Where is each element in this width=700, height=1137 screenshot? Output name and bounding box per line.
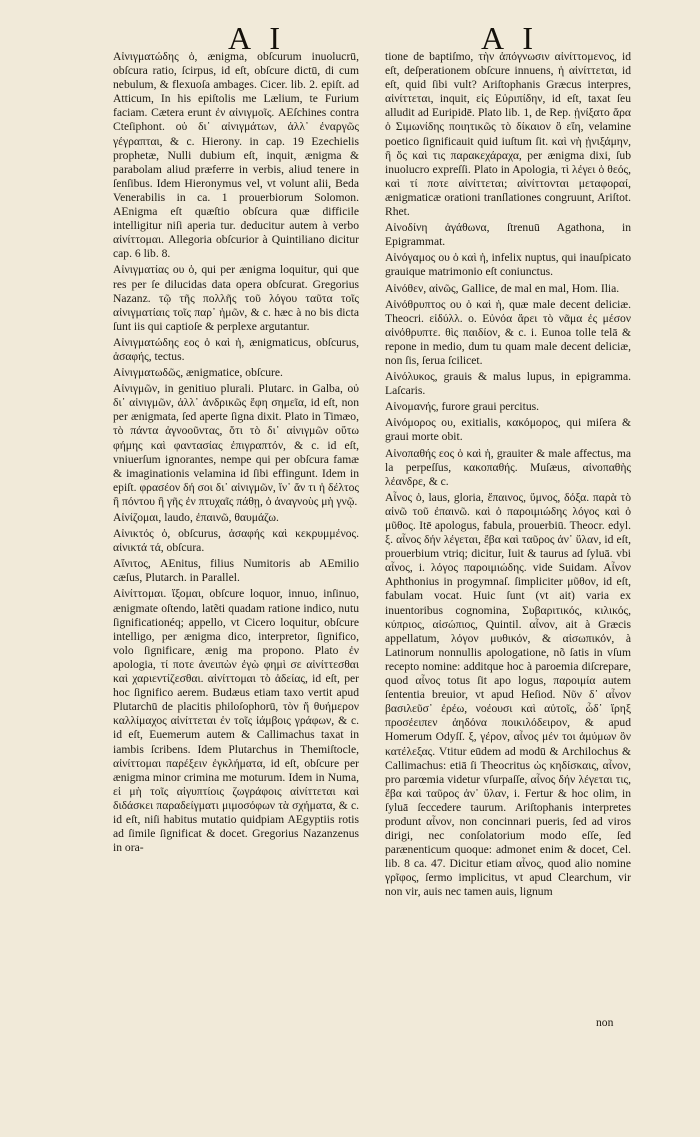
entry: Αἰνιγματωδῶς, ænigmatice, obſcure.: [113, 366, 283, 380]
entry: Αἰνιγματώδης εος ὁ καὶ ἡ, ænigmaticus, obſcurus, ἀσαφής, tectus.: [113, 335, 359, 363]
entry: Αἰνομανής, furore graui percitus.: [385, 400, 540, 414]
entry: Αἰνιγματώδης ὁ, ænigma, obſcurum inuolucrū, obſcura ratio, ſcirpus, id eſt, obſcure dictū, di cum nebulum, & flexuoſa ambages. Cicer. lib. 2. epiſt. ad Atticum, In his epiſtolis me Lælium, te Furium faciam. Cætera erunt ἐν αἰνιγμοῖς. AEſchines contra Cteſiphont. οὐ δι᾽ αἰνιγμάτων, ἀλλ᾽ ἐναργῶς γέγραπται, & c. Hierony. in cap. 19 Ezechielis prophetæ, Nulli dubium eſt, inquit, ænigma & parabolam aliud præferre in verbis, aliud tenere in ſenſibus. Idem Hieronymus vel, vt volunt alii, Beda Venerabilis in ca. 1 prouerbiorum Solomon. AEnigma eſt quæſtio obſcura quæ difficile intelligitur niſi aperia tur. deducitur autem à verbo αἰνίττομαι. Allegoria obſcurior à Quintiliano dicitur cap. 6 lib. 8.: [113, 50, 359, 261]
entry: Αἰνόθεν, αἰνῶς, Gallice, de mal en mal, Hom. Ilia.: [385, 281, 620, 295]
entry: Αἰνόμορος ου, exitialis, κακόμορος, qui miſera & graui morte obit.: [385, 416, 631, 444]
entry: Αἰνικτός ὁ, obſcurus, ἀσαφής καὶ κεκρυμμένος. αἰνικτά τά, obſcura.: [113, 527, 359, 555]
entry: Αἰνίζομαι, laudo, ἐπαινῶ, θαυμάζω.: [113, 511, 279, 524]
catchword: non: [596, 1016, 614, 1029]
running-head-right: A I: [481, 20, 539, 56]
entry: Αἰνόγαμος ου ὁ καὶ ἡ, infelix nuptus, qui inauſpicato grauique matrimonio eſt coniunctus.: [385, 251, 631, 279]
entry: Αἰνόθρυπτος ου ὁ καὶ ἡ, quæ male decent deliciæ. Theocri. εἰδύλλ. ο. Εὐνόα ἄρει τὸ νᾶμα ἐς μέσον αἰνόθρυπτε. θὶς παιδίον, & c. i. Eunoa tolle telā & repone in medio, dum tu quam male decent deliciæ, non ſis, ſerua ſcilicet.: [385, 297, 631, 367]
entry: Αἰνοπαθής εος ὁ καὶ ἡ, grauiter & male affectus, ma la perpeſſus, κακοπαθής. Muſæus, αἰνοπαθὴς λέανδρε, & c.: [385, 446, 631, 488]
entry: Αἰνόλυκος, grauis & malus lupus, in epigramma. Laſcaris.: [385, 370, 631, 398]
left-column: [113, 50, 359, 857]
right-column: [385, 50, 631, 902]
entry: Αἰνοδίνη ἀγάθωνα, ſtrenuū Agathona, in Epigrammat.: [385, 221, 631, 249]
entry: Αἰνιγματίας ου ὁ, qui per ænigma loquitur, qui que res per ſe dilucidas data opera obſcurat. Gregorius Nazanz. τῷ τῆς πολλῆς τοῦ λόγου ταῦτα τοῖς αἰνιγματίαις τοῖς παρ᾽ ἡμῶν, & c. hæc à no bis dicta ſunt iis qui captioſe & perplexe argutantur.: [113, 263, 359, 333]
entry: Αἰνίττομαι. ἴξομαι, obſcure loquor, innuo, inſinuo, ænigmate oſtendo, latẽti quadam ratione indico, nutu ſignificationéq; appello, vt Cicero loquitur, obſcure intelligo, per ænigma dico, interpretor, ſignifico, volo ſignificare, ænig ma propono. Plato ἐν apologia, τί ποτε ἀνειπὼν ἐγὼ φημὶ σε αἰνίττεσθαι καὶ χαριεντίζεσθαι. αἰνίττομαι τὸ ἀδείας, id eſt, per hoc ſignifico aerem. Budæus etiam taxo vertit apud Plutarchū de placitis philoſophorū, τὸν ἤ θυήμερον καλλίμαχος αἰνίττεται ἐν τοῖς ἰάμβοις γράφων, & c. id eſt, Euemerum autem & Callimachus taxat in iambis ſcribens. Idem Plutarchus in Themiſtocle, αἰνίττομαι παρέξειν ἐγκλήματα, id eſt, obſcure per ænigma minor crimina me moturum. Idem in Numa, εἰ μὴ τοῖς αἰγυπτίοις ζωγράφοις αἰνίττεται καὶ διδάσκει παραδείγματι μιμοσόφων τὰ σχήματα, & c. id eſt, niſi habitus mutatio quidpiam AEgyptiis rotis ad ſimile ſignificat & docet. Gregorius Nazanzenus in ora-: [113, 587, 359, 855]
entry: tione de baptiſmo, τὴν ἀπόγνωσιν αἰνίττομενος, id eſt, deſperationem obſcure innuens, ἡ αἰνίττεται, id eſt, quid ſibi vult? Ariſtophanis Græcus interpres, αἰνίττεται, inquit, εἰς Εὐριπίδην, id eſt, taxat ſeu alludit ad Euripidē. Plato lib. 1, de Rep. ᾐνίξατο ἄρα ὁ Σιμωνίδης ποιητικῶς τὸ δίκαιον ὃ εἴη, velamine poetico ſignificauit quid iuſtum ſit. καὶ νὴ ᾐνιξάμην, ἢ ὅς καὶ τις παρακεχάραχα, per ænigma dixi, ſub inuolucro expreſſi. Plato in Apologia, τὶ λέγει ὁ θεός, καὶ τί ποτε αἰνίττεται; αἰνίττονται μεταφοραί, ænigmaticæ orationi tranſlationes congruunt, Ariſtot. Rhet.: [385, 50, 631, 219]
entry: Αἶνος ὁ, laus, gloria, ἔπαινος, ὕμνος, δόξα. παρὰ τὸ αἰνῶ τοῦ ἐπαινῶ. καὶ ὁ παροιμιώδης λόγος καὶ ὁ μῦθος. Itē apologus, fabula, prouerbiū. Theocr. edyl. ξ. αἶνος δήν λέγεται, ἔβα καὶ ταῦρος ἀν᾽ ὕλαν, id eſt, prouerbium vtriq; dicitur, Iuit & taurus ad ſyluā. vbi αἶνος, i. λόγος παροιμιώδης. vide Suidam. Αἶνον Aphthonius in progymnaſ. ſimpliciter μῦθον, id eſt, fabulam vocat. Huic ſunt (vt ait) varia ex inuentoribus cognomina, Συβαριτικός, κιλικός, κύπριος, αἰσώπιος, Quintil. αἶνον, ait à Græcis appellatum, λόγον μυθικόν, & αἰσωπικόν, à Latinorum nonnullis apologatione, nõ ſatis in vſum recepto nomine: additque hoc à paroemia diſcrepare, quod αἶνος totus ſit apo logus, παροιμία autem ſententia breuior, vt apud Heſiod. Νῦν δ᾽ αἶνον βασιλεῦσ᾽ ἐρέω, νοέουσι καὶ αὐτοῖς, ὧδ᾽ ἴρηξ προσέειπεν ἀηδόνα ποικιλόδειρον, & apud Homerum Odyſſ. ξ, γέρον, αἶνος μέν τοι ἀμύμων ὃν κατέλεξας. Vtitur eūdem ad modū & Archilochus & Callimachus: etiā ſi Theocritus ὡς κηδίσκαις, αἶνον, pro parœmia videtur vſurpaſſe, αἶνος δήν λέγεται τις, ἔβα καὶ ταῦρος ἀν᾽ ὕλαν, i. Fertur & hoc olim, in ſyluā ſeccedere taurum. Ariſtophanis interpretes produnt αἶνον, non concinnari pueris, ſed ad viros dirigi, nec conſolatorium modo eſſe, ſed parænenticum quoque: admonet enim & docet, Cel. lib. 8 ca. 47. Dicitur etiam αἶνος, quod alio nomine γρῖφος, ſermo implicitus, vt apud Clearchum, vir non vir, auis nec tamen auis, lignum: [385, 490, 631, 899]
entry: Αἰνιγμῶν, in genitiuo plurali. Plutarc. in Galba, οὐ δι᾽ αἰνιγμῶν, ἀλλ᾽ ἀνδρικῶς ἔφη σημεῖα, id eſt, non per ænigmata, ſed aperte ſigna dixit. Plato in Timæo, τὸ πάντα ἀγνοοῦντας, ὅτι τὸ δι᾽ αἰνιγμῶν οὕτω φήμης καὶ φαντασίας ἐπιγραπτόν, & c. id eſt, vniuerſum ignorantes, nempe qui per obſcura famæ & imaginationis velamina id ſibi effingunt. Idem in epiſt. φρασέον δή σοι δι᾽ αἰνιγμῶν, ἵν᾽ ἄν τι ἡ δέλτος ἢ πόντου ἢ γῆς ἐν πτυχαῖς πάθῃ, ὁ ἀναγνοὺς μὴ γνῷ.: [113, 382, 359, 508]
entry: Αἴνιτος, AEnitus, filius Numitoris ab AEmilio cæſus, Plutarch. in Parallel.: [113, 557, 359, 585]
running-head-left: A I: [228, 20, 286, 56]
